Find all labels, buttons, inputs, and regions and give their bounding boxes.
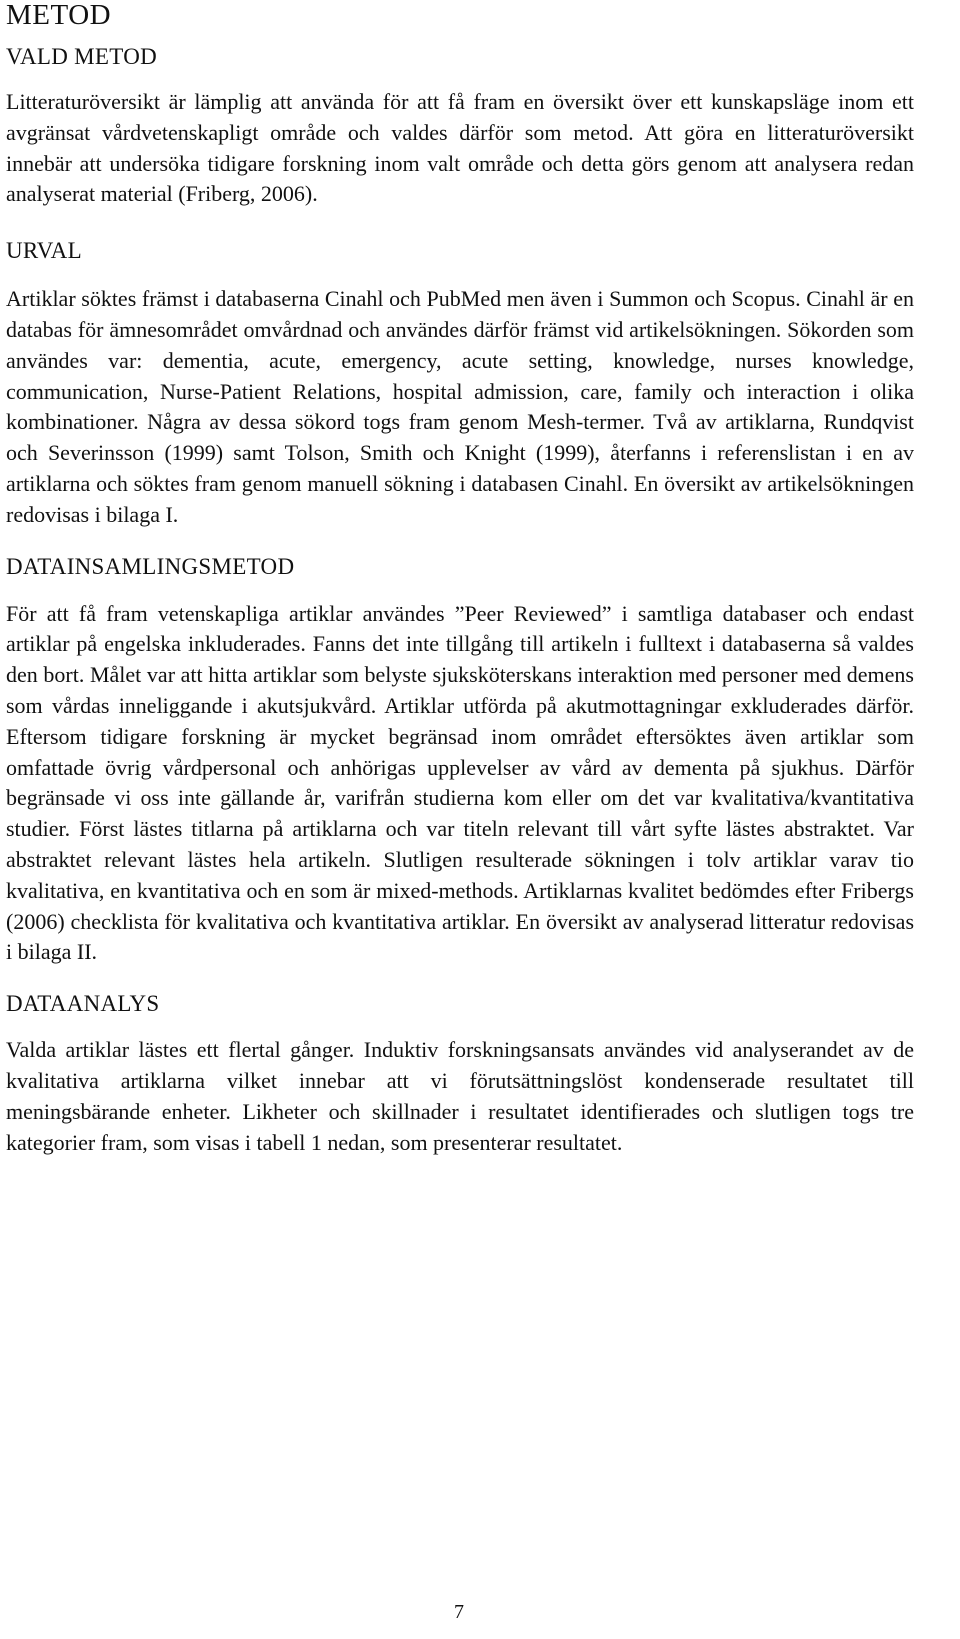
section-paragraph: Valda artiklar lästes ett flertal gånger. Induktiv forskningsansats användes vid analyserandet av de kvalitativa artiklarna vilket innebar att vi förutsättningslöst kondenserade resultatet till meningsbärande enheter. Likheter och skillnader i resultatet identifierades och slutligen togs tre kategorier fram, som visas i tabell 1 nedan, som presenterar resultatet. — [6, 1037, 914, 1155]
section-heading: URVAL — [6, 238, 82, 264]
section-datainsamlingsmetod — [6, 552, 914, 969]
document-page — [6, 0, 914, 1158]
section-urval — [6, 236, 914, 530]
section-paragraph: Artiklar söktes främst i databaserna Cinahl och PubMed men även i Summon och Scopus. Cinahl är en databas för ämnesområdet omvårdnad och användes därför främst vid artikelsökningen. Sökorden som användes var: dementia, acute, emergency, acute setting, knowledge, nurses knowledge, communication, Nurse-Patient Relations, hospital admission, care, family och interaction i olika kombinationer. Några av dessa sökord togs fram genom Mesh-termer. Två av artiklarna, Rundqvist och Severinsson (1999) samt Tolson, Smith och Knight (1999), återfanns i referenslistan i en av artiklarna och söktes fram genom manuell sökning i databasen Cinahl. En översikt av artikelsökningen redovisas i bilaga I. — [6, 286, 914, 527]
section-heading: VALD METOD — [6, 44, 158, 69]
section-heading: DATAANALYS — [6, 991, 160, 1017]
section-dataanalys — [6, 989, 914, 1158]
section-heading: DATAINSAMLINGSMETOD — [6, 553, 295, 579]
section-paragraph: För att få fram vetenskapliga artiklar användes ”Peer Reviewed” i samtliga databaser och endast artiklar på engelska inkluderades. Fanns det inte tillgång till artikeln i fulltext i databaserna så valdes den bort. Målet var att hitta artiklar som belyste sjuksköterskans interaktion med personer med demens som vårdas inneliggande i akutsjukvård. Artiklar utförda på akutmottagningar exkluderades därför. Eftersom tidigare forskning är mycket begränsad inom området eftersöktes även artiklar som omfattade övrig vårdpersonal och anhörigas upplevelser av vård av dementa på sjukhus. Därför begränsade vi oss inte gällande år, varifrån studierna kom eller om det var kvalitativa/kvantitativa studier. Först lästes titlarna på artiklarna och var titeln relevant till vårt syfte lästes abstraktet. Var abstraktet relevant lästes hela artikeln. Slutligen resulterade sökningen i tolv artiklar varav tio kvalitativa, en kvantitativa och en som är mixed-methods. Artiklarnas kvalitet bedömdes efter Fribergs (2006) checklista för kvalitativa och kvantitativa artiklar. En översikt av analyserad litteratur redovisas i bilaga II. — [6, 600, 914, 965]
section-vald-metod — [6, 42, 914, 210]
section-paragraph: Litteraturöversikt är lämplig att använda för att få fram en översikt över ett kunskapsläge inom ett avgränsat vårdvetenskapligt område och valdes därför som metod. Att göra en litteraturöversikt innebär att undersöka tidigare forskning inom valt område och detta görs genom att analysera redan analyserat material (Friberg, 2006). — [6, 89, 914, 207]
page-title: METOD — [6, 0, 112, 31]
page-number: 7 — [454, 1601, 464, 1623]
